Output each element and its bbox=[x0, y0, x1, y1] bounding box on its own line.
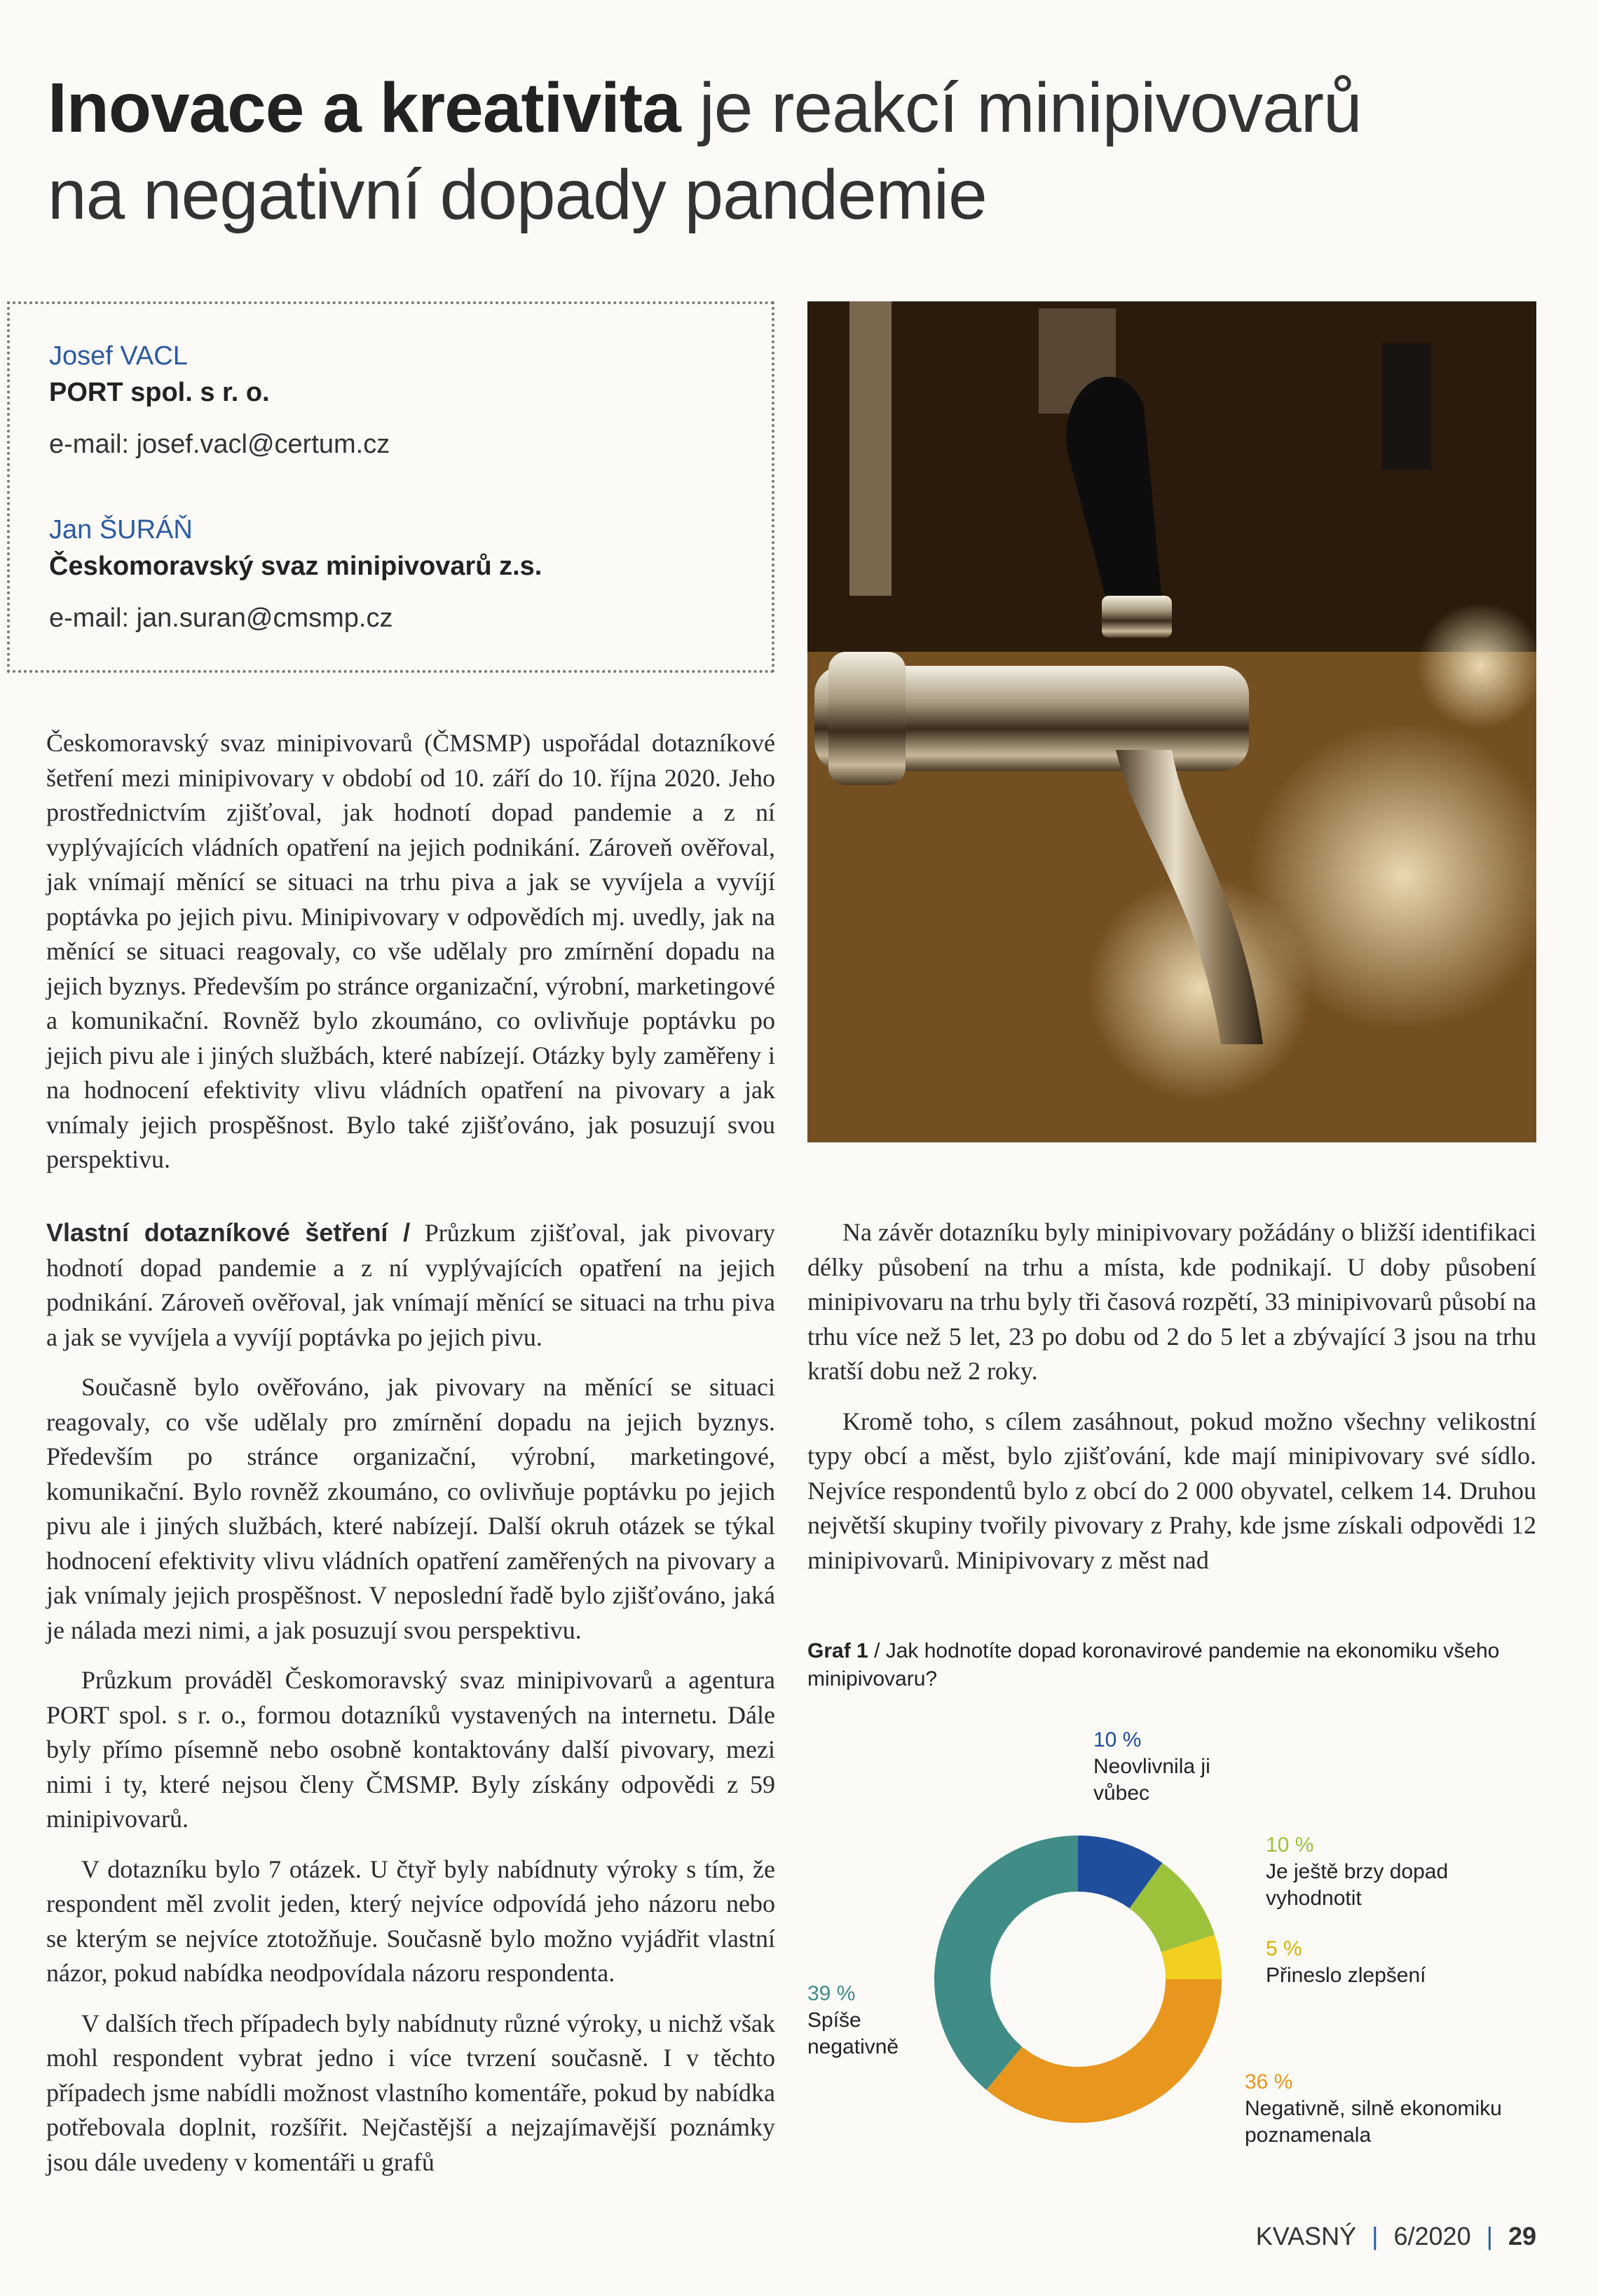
issue-number: 6/2020 bbox=[1393, 2222, 1471, 2250]
right-paragraph-1: Na závěr dotazníku byly minipivovary požádány o bližší identifikaci délky působení na trhu a místa, kde podnikají. U doby působení minipivovaru na trhu byly tři časová rozpětí, 33 minipivovarů působí na trhu více než 5 let, 23 po dobu od 2 do 5 let a zbývající 3 jsou na trhu kratší dobu než 2 roky. bbox=[807, 1218, 1536, 1385]
author-name: Jan ŠURÁŇ bbox=[49, 515, 193, 545]
section-p1-text: Průzkum zjišťoval, jak pivovary hodnotí dopad pandemie a z ní vyplývajících opatření na jejich podnikání. Zároveň ověřoval, jak vnímají měnící se situaci na trhu piva a jak se vyvíjela a vyvíjí poptávka po jejich pivu. bbox=[46, 1219, 775, 1351]
author-email: e-mail: jan.suran@cmsmp.cz bbox=[49, 603, 393, 633]
donut-chart bbox=[931, 1832, 1225, 2126]
right-paragraph-2: Kromě toho, s cílem zasáhnout, pokud možno všechny velikostní typy obcí a měst, bylo zjišťování, kde mají minipivovary své sídlo. Nejvíce respondentů bylo z obcí do 2 000 obyvatel, celkem 14. Druhou největší skupiny tvořily pivovary z Prahy, kde jsme získali odpovědi 12 minipivovarů. Minipivovary z měst nad bbox=[807, 1407, 1536, 1574]
chart-caption-label: Graf 1 bbox=[807, 1639, 868, 1662]
author-name: Josef VACL bbox=[49, 341, 188, 371]
author-box bbox=[7, 301, 774, 673]
label-pct: 5 % bbox=[1266, 1937, 1302, 1960]
chart-caption-text: / Jak hodnotíte dopad koronavirové pandemie na ekonomiku všeho minipivovaru? bbox=[807, 1639, 1500, 1690]
label-pct: 36 % bbox=[1245, 2070, 1293, 2093]
label-spise-negativne bbox=[807, 1981, 927, 2061]
label-neovlivnila bbox=[1093, 1727, 1248, 1807]
intro-text bbox=[46, 726, 775, 1177]
footer-separator: | bbox=[1372, 2222, 1379, 2250]
label-pct: 10 % bbox=[1093, 1728, 1142, 1751]
section-text bbox=[46, 1215, 775, 2180]
chart-caption bbox=[807, 1637, 1508, 1693]
magazine-name: KVASNÝ bbox=[1255, 2222, 1357, 2250]
beer-tap-photo bbox=[807, 301, 1536, 1142]
label-pct: 39 % bbox=[807, 1982, 856, 2005]
section-paragraph-4: V dotazníku bylo 7 otázek. U čtyř byly nabídnuty výroky s tím, že respondent měl zvolit jeden, který nejvíce odpovídá jeho názoru nebo se kterým se nejvíce ztotožňuje. Současně bylo možno vyjádřit vlastní názor, pokud nabídka neodpovídala názoru respondenta. bbox=[46, 1854, 775, 1987]
section-paragraph-3: Průzkum prováděl Českomoravský svaz minipivovarů a agentura PORT spol. s r. o., formou dotazníků vystavených na internetu. Dále byly přímo písemně nebo osobně kontaktovány další pivovary, mezi nimi i ty, které nejsou členy ČMSMP. Byly získány odpovědi z 59 minipivovarů. bbox=[46, 1666, 775, 1833]
page-footer bbox=[1256, 2222, 1536, 2251]
intro-paragraph: Českomoravský svaz minipivovarů (ČMSMP) uspořádal dotazníkové šetření mezi minipivovary v období od 10. září do 10. října 2020. Jeho prostřednictvím zjišťoval, jak hodnotí dopad pandemie a z ní vyplývajících vládních opatření na jejich podnikání. Zároveň ověřoval, jak vnímají měnící se situaci na trhu piva a jak se vyvíjela a vyvíjí poptávka po jejich pivu. Minipivovary v odpovědích mj. uvedly, jak na měnící se situaci reagovaly, co vše udělaly pro zmírnění dopadu na jejich byznys. Především po stránce organizační, výrobní, marketingové a komunikační. Rovněž bylo zkoumáno, co ovlivňuje poptávku po jejich pivu ale i jiných službách, které nabízejí. Otázky byly zaměřeny i na hodnocení efektivity vlivu vládních opatření na pivovary a jak vnímaly jejich prospěšnost. Bylo také zjišťováno, jak posuzují svou perspektivu. bbox=[46, 729, 775, 1173]
label-zlepseni bbox=[1266, 1936, 1476, 1989]
title-rest: je reakcí minipivovarů bbox=[699, 69, 1362, 147]
beer-tap-illustration bbox=[807, 301, 1536, 1142]
label-negativne-silne bbox=[1245, 2069, 1539, 2149]
author-org: Českomoravský svaz minipivovarů z.s. bbox=[49, 552, 542, 581]
donut-slice bbox=[934, 1836, 1078, 2090]
label-text: Přineslo zlepšení bbox=[1266, 1964, 1426, 1987]
label-pct: 10 % bbox=[1266, 1833, 1314, 1857]
section-paragraph-5: V dalších třech případech byly nabídnuty různé výroky, u nichž však mohl respondent vybrat jedno i více tvrzení současně. I v těchto případech jsme nabídli možnost vlastního komentáře, pokud by nabídka potřebovala doplnit, rozšířit. Nejčastější a nejzajímavější poznámky jsou dále uvedeny v komentáři u grafů bbox=[46, 2009, 775, 2176]
author-org: PORT spol. s r. o. bbox=[49, 378, 270, 407]
author-email: e-mail: josef.vacl@certum.cz bbox=[49, 430, 390, 459]
right-column-text bbox=[807, 1215, 1536, 1578]
section-paragraph-2: Současně bylo ověřováno, jak pivovary na měnící se situaci reagovaly, co vše udělaly pro zmírnění dopadu na jejich byznys. Především po stránce organizační, výrobní, marketingové, komunikační. Bylo rovněž zkoumáno, co ovlivňuje poptávku po jejich pivu ale i jiných službách, které nabízejí. Další okruh otázek se týkal hodnocení efektivity vlivu vládních opatření zaměřených na pivovary a jak vnímaly jejich prospěšnost. V neposlední řadě bylo zjišťováno, jaká je nálada mezi nimi, a jak posuzují svou perspektivu. bbox=[46, 1373, 775, 1644]
title-bold: Inovace a kreativita bbox=[48, 69, 681, 147]
section-heading: Vlastní dotazníkové šetření / bbox=[46, 1218, 411, 1247]
title-line2: na negativní dopady pandemie bbox=[48, 156, 987, 234]
section-paragraph-1 bbox=[46, 1215, 775, 1355]
label-text: Neovlivnila ji vůbec bbox=[1093, 1755, 1210, 1805]
label-text: Je ještě brzy dopad vyhodnotit bbox=[1266, 1860, 1449, 1910]
label-brzy bbox=[1266, 1832, 1476, 1912]
footer-separator: | bbox=[1486, 2222, 1493, 2250]
author-2 bbox=[49, 512, 542, 636]
label-text: Negativně, silně ekonomiku poznamenala bbox=[1245, 2097, 1502, 2147]
author-1 bbox=[49, 338, 390, 463]
article-title bbox=[48, 64, 1555, 238]
label-text: Spíše negativně bbox=[807, 2009, 899, 2058]
page-number: 29 bbox=[1508, 2222, 1536, 2250]
donut-slice bbox=[986, 1979, 1222, 2123]
